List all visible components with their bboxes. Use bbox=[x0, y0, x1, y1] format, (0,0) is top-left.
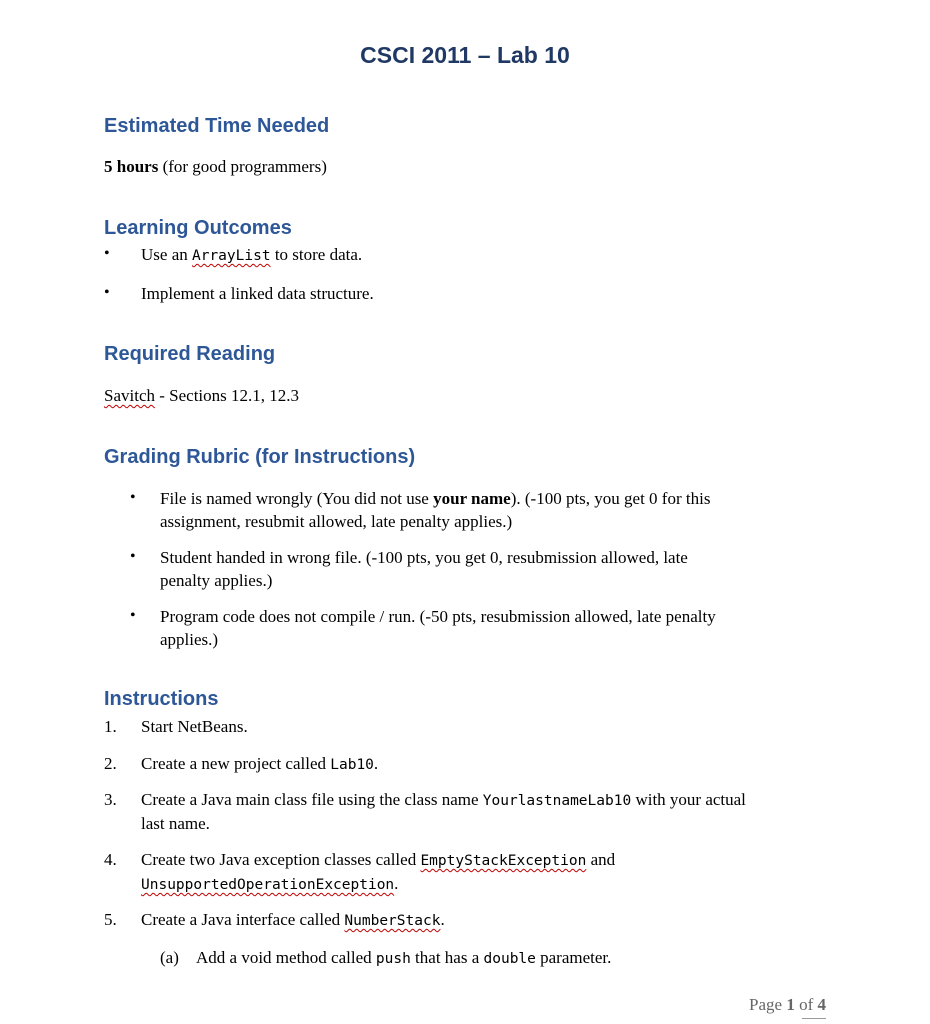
rubric-1-bold: your name bbox=[433, 489, 511, 508]
step-2-code: Lab10 bbox=[330, 757, 374, 773]
step-5-tail: . bbox=[440, 910, 445, 929]
bullet-icon: • bbox=[104, 284, 110, 301]
page-word: Page bbox=[749, 995, 787, 1014]
step-1: Start NetBeans. bbox=[141, 717, 248, 736]
step-4-line2 bbox=[141, 872, 398, 897]
estimated-time-text bbox=[104, 155, 327, 179]
outcome-1-text: Use an bbox=[141, 245, 192, 264]
rubric-item-1-line2: assignment, resubmit allowed, late penalty applies.) bbox=[160, 512, 513, 531]
step-3 bbox=[141, 788, 746, 813]
step-5-text: Create a Java interface called bbox=[141, 910, 345, 929]
step-3-text: Create a Java main class file using the class name bbox=[141, 790, 483, 809]
step-number: 4. bbox=[104, 850, 117, 869]
rubric-item-2-line2: penalty applies.) bbox=[160, 571, 273, 590]
step-3-line2: last name. bbox=[141, 814, 210, 833]
substep-a-code-2: double bbox=[483, 951, 536, 967]
step-number: 1. bbox=[104, 717, 117, 736]
step-3-code: YourlastnameLab10 bbox=[482, 793, 632, 809]
rubric-item-2: Student handed in wrong file. (-100 pts, you get 0, resubmission allowed, late bbox=[160, 548, 688, 567]
bullet-icon: • bbox=[104, 245, 110, 262]
substep-a-tail: parameter. bbox=[535, 948, 612, 967]
reading-text bbox=[104, 384, 299, 408]
heading-learning-outcomes: Learning Outcomes bbox=[104, 217, 292, 239]
footer-rule bbox=[802, 1018, 826, 1019]
step-2-tail: . bbox=[373, 754, 379, 773]
estimated-note: (for good programmers) bbox=[158, 157, 327, 176]
step-number: 5. bbox=[104, 910, 117, 929]
bullet-icon: • bbox=[130, 548, 136, 565]
step-4-text: Create two Java exception classes called bbox=[141, 850, 421, 869]
step-4 bbox=[141, 848, 615, 873]
heading-grading-rubric: Grading Rubric (for Instructions) bbox=[104, 446, 416, 468]
heading-estimated-time: Estimated Time Needed bbox=[104, 115, 330, 137]
outcome-item-1 bbox=[141, 243, 362, 268]
rubric-1-text-b: ). (-100 pts, you get 0 for this bbox=[510, 489, 711, 508]
step-4-code-1: EmptyStackException bbox=[420, 853, 587, 869]
heading-required-reading: Required Reading bbox=[104, 343, 276, 365]
step-4-code-2: UnsupportedOperationException bbox=[141, 877, 395, 893]
outcome-item-2: Implement a linked data structure. bbox=[141, 284, 374, 303]
rubric-item-1 bbox=[160, 487, 710, 511]
step-2-text: Create a new project called bbox=[141, 754, 331, 773]
page-current: 1 bbox=[786, 995, 795, 1014]
document-title: CSCI 2011 – Lab 10 bbox=[360, 42, 570, 68]
rubric-1-text: File is named wrongly (You did not use bbox=[160, 489, 434, 508]
estimated-hours: 5 hours bbox=[104, 157, 159, 176]
substep-a-text: Add a void method called bbox=[196, 948, 376, 967]
substep-a-mid: that has a bbox=[410, 948, 484, 967]
reading-author: Savitch bbox=[104, 386, 155, 405]
step-4-mid: and bbox=[586, 850, 616, 869]
rubric-item-3: Program code does not compile / run. (-50 pts, resubmission allowed, late penalty bbox=[160, 607, 716, 626]
bullet-icon: • bbox=[130, 607, 136, 624]
substep-a-label: (a) bbox=[160, 948, 179, 967]
reading-sections: - Sections 12.1, 12.3 bbox=[155, 386, 300, 405]
rubric-item-3-line2: applies.) bbox=[160, 630, 219, 649]
page-of: of bbox=[794, 995, 818, 1014]
step-4-tail: . bbox=[394, 874, 399, 893]
step-number: 2. bbox=[104, 754, 117, 773]
page-total: 4 bbox=[817, 995, 826, 1014]
outcome-1-tail: to store data. bbox=[270, 245, 363, 264]
page-number bbox=[749, 995, 826, 1015]
step-3-tail: with your actual bbox=[631, 790, 746, 809]
substep-a bbox=[196, 946, 611, 971]
heading-instructions: Instructions bbox=[104, 688, 219, 710]
bullet-icon: • bbox=[130, 489, 136, 506]
substep-a-code-1: push bbox=[375, 951, 411, 967]
step-5 bbox=[141, 908, 445, 933]
step-2 bbox=[141, 752, 378, 777]
outcome-1-code: ArrayList bbox=[191, 248, 271, 264]
step-number: 3. bbox=[104, 790, 117, 809]
step-5-code: NumberStack bbox=[344, 913, 441, 929]
